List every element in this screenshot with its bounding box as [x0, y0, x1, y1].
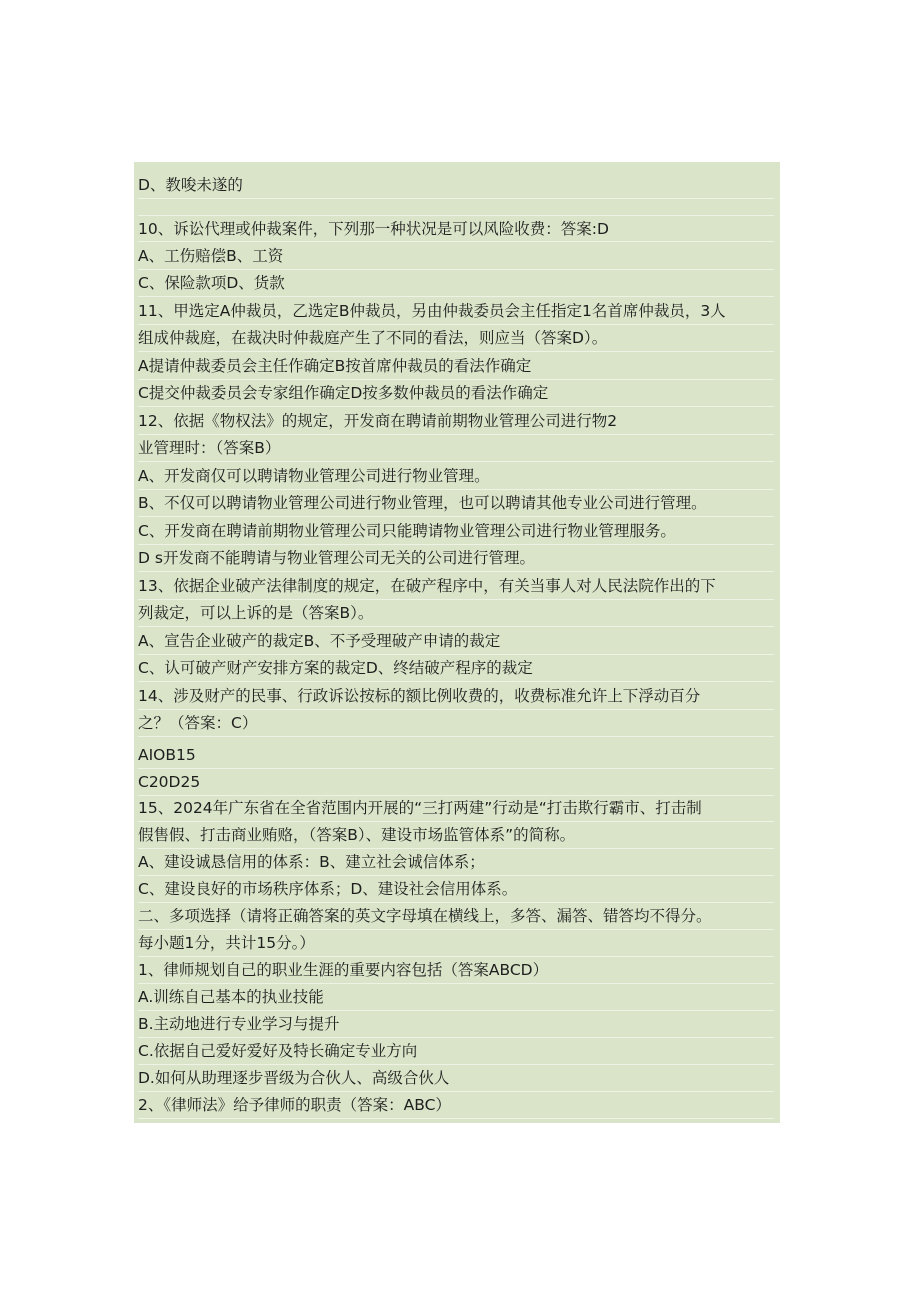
text-line: 13、依据企业破产法律制度的规定，在破产程序中，有关当事人对人民法院作出的下 — [138, 573, 774, 600]
text-line: 假售假、打击商业贿赂，（答案B）、建设市场监管体系”的简称。 — [138, 822, 774, 849]
text-line: C、建设良好的市场秩序体系；D、建设社会信用体系。 — [138, 876, 774, 903]
text-line: D.如何从助理逐步晋级为合伙人、高级合伙人 — [138, 1065, 774, 1092]
text-line: A、工伤赔偿B、工资 — [138, 243, 774, 270]
text-line: A.训练自己基本的执业技能 — [138, 984, 774, 1011]
text-line: A提请仲裁委员会主任作确定B按首席仲裁员的看法作确定 — [138, 353, 774, 380]
text-line: 2、《律师法》给予律师的职责（答案：ABC） — [138, 1092, 774, 1119]
text-line: D s开发商不能聘请与物业管理公司无关的公司进行管理。 — [138, 545, 774, 572]
text-line: C提交仲裁委员会专家组作确定D按多数仲裁员的看法作确定 — [138, 380, 774, 407]
text-line: 15、2024年广东省在全省范围内开展的“三打两建”行动是“打击欺行霸市、打击制 — [138, 795, 774, 822]
text-line: A、宣告企业破产的裁定B、不予受理破产申请的裁定 — [138, 628, 774, 655]
text-line: 列裁定，可以上诉的是（答案B）。 — [138, 600, 774, 627]
text-line: 二、多项选择（请将正确答案的英文字母填在横线上，多答、漏答、错答均不得分。 — [138, 903, 774, 930]
text-line: B.主动地进行专业学习与提升 — [138, 1011, 774, 1038]
text-line: 每小题1分，共计15分。） — [138, 930, 774, 957]
text-line: D、教唆未遂的 — [138, 172, 774, 199]
text-line: C、保险款项D、货款 — [138, 270, 774, 297]
document-page — [134, 162, 780, 1123]
text-line: 业管理时：（答案B） — [138, 435, 774, 462]
text-line: 14、涉及财产的民事、行政诉讼按标的额比例收费的，收费标准允许上下浮动百分 — [138, 683, 774, 710]
text-line: C20D25 — [138, 769, 774, 796]
text-line: AIOB15 — [138, 742, 774, 769]
text-line: 12、依据《物权法》的规定，开发商在聘请前期物业管理公司进行物2 — [138, 408, 774, 435]
text-line: 1、律师规划自己的职业生涯的重要内容包括（答案ABCD） — [138, 957, 774, 984]
text-line: C、认可破产财产安排方案的裁定D、终结破产程序的裁定 — [138, 655, 774, 682]
text-line: C、开发商在聘请前期物业管理公司只能聘请物业管理公司进行物业管理服务。 — [138, 518, 774, 545]
text-line: 组成仲裁庭，在裁决时仲裁庭产生了不同的看法，则应当（答案D）。 — [138, 325, 774, 352]
text-line: A、开发商仅可以聘请物业管理公司进行物业管理。 — [138, 463, 774, 490]
text-line: 11、甲选定A仲裁员，乙选定B仲裁员，另由仲裁委员会主任指定1名首席仲裁员，3人 — [138, 298, 774, 325]
text-line: 10、诉讼代理或仲裁案件，下列那一种状况是可以风险收费：答案:D — [138, 215, 774, 242]
text-line: A、建设诚恳信用的体系：B、建立社会诚信体系； — [138, 849, 774, 876]
text-line: 之？（答案：C） — [138, 710, 774, 737]
text-line: B、不仅可以聘请物业管理公司进行物业管理，也可以聘请其他专业公司进行管理。 — [138, 490, 774, 517]
text-line: C.依据自己爱好爱好及特长确定专业方向 — [138, 1038, 774, 1065]
